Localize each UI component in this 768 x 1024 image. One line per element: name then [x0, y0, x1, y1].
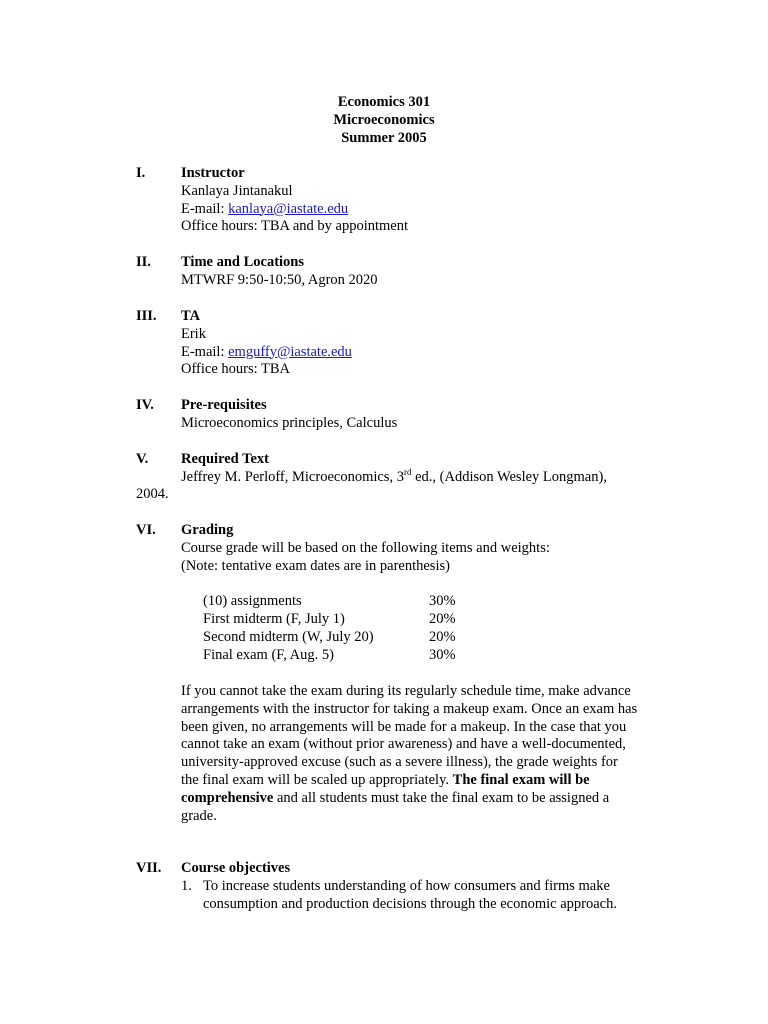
- email-label: E-mail:: [181, 200, 229, 217]
- section-required-text: [181, 451, 651, 487]
- section-heading-grading: Grading: [181, 522, 234, 538]
- grade-row: [203, 611, 456, 629]
- grade-item: Final exam (F, Aug. 5): [203, 647, 334, 663]
- paragraph-text: the final exam will be scaled up appropriately.: [181, 771, 453, 788]
- section-number-objectives: VII.: [136, 860, 162, 876]
- paragraph-line: [181, 790, 661, 808]
- section-heading-time: Time and Locations: [181, 254, 305, 270]
- textbook-citation: [181, 466, 651, 487]
- paragraph-text: and all students must take the final exam to be assigned a: [273, 789, 610, 806]
- paragraph-line: been given, no arrangements will be made for a makeup. In the case that you: [181, 718, 627, 735]
- ta-office-hours: Office hours: TBA: [181, 361, 291, 378]
- section-time: [181, 254, 651, 290]
- prereq-text: Microeconomics principles, Calculus: [181, 414, 398, 431]
- course-name: Microeconomics: [333, 111, 435, 128]
- grade-row: [203, 593, 456, 611]
- grading-intro-2: (Note: tentative exam dates are in parenthesis): [181, 557, 450, 574]
- instructor-name: Kanlaya Jintanakul: [181, 182, 293, 199]
- course-code: Economics 301: [337, 94, 431, 110]
- grade-weight: 20%: [429, 611, 456, 627]
- section-ta: [181, 308, 651, 379]
- instructor-office-hours: Office hours: TBA and by appointment: [181, 218, 409, 235]
- objective-item: [181, 878, 661, 914]
- paragraph-line: If you cannot take the exam during its regularly schedule time, make advance: [181, 683, 631, 699]
- section-number-instructor: I.: [136, 165, 146, 181]
- course-term: Summer 2005: [341, 129, 427, 146]
- paragraph-line: arrangements with the instructor for taking a makeup exam. Once an exam has: [181, 700, 638, 717]
- makeup-exam-paragraph: [181, 683, 661, 825]
- paragraph-line: cannot take an exam (without prior awareness) and have a well-documented,: [181, 736, 626, 753]
- grade-weight: 20%: [429, 629, 456, 645]
- textbook-year: 2004.: [136, 486, 169, 502]
- grade-item: First midterm (F, July 1): [203, 611, 345, 627]
- paragraph-line: grade.: [181, 807, 217, 824]
- instructor-email-line: [181, 201, 651, 219]
- objective-text-line: consumption and production decisions through the economic approach.: [203, 896, 617, 912]
- citation-part: Jeffrey M. Perloff, Microeconomics, 3: [181, 468, 404, 485]
- section-number-ta: III.: [136, 308, 157, 324]
- paragraph-emphasis: comprehensive: [181, 789, 274, 806]
- section-heading-ta: TA: [181, 308, 201, 324]
- grade-row: [203, 629, 456, 647]
- ta-name: Erik: [181, 325, 206, 342]
- section-grading: [181, 522, 651, 575]
- section-prereq: [181, 397, 651, 433]
- time-location-text: MTWRF 9:50-10:50, Agron 2020: [181, 271, 378, 288]
- section-number-text: V.: [136, 451, 149, 467]
- section-heading-prereq: Pre-requisites: [181, 397, 267, 413]
- section-number-grading: VI.: [136, 522, 156, 538]
- paragraph-line: [181, 772, 661, 790]
- grade-item: (10) assignments: [203, 593, 302, 609]
- paragraph-line: university-approved excuse (such as a severe illness), the grade weights for: [181, 754, 618, 771]
- ta-email-line: [181, 344, 651, 362]
- section-heading-text: Required Text: [181, 451, 269, 467]
- instructor-email-link[interactable]: kanlaya@iastate.edu: [228, 200, 349, 217]
- grade-row: [203, 647, 456, 665]
- citation-part: ed., (Addison Wesley Longman),: [411, 468, 607, 485]
- grade-weight: 30%: [429, 647, 456, 663]
- section-number-prereq: IV.: [136, 397, 154, 413]
- objective-number: 1.: [181, 878, 192, 894]
- edition-superscript: rd: [403, 466, 412, 477]
- objective-text-line: To increase students understanding of how consumers and firms make: [203, 878, 610, 894]
- course-title-block: [0, 94, 768, 147]
- section-number-time: II.: [136, 254, 151, 270]
- grade-item: Second midterm (W, July 20): [203, 629, 374, 645]
- email-label: E-mail:: [181, 343, 229, 360]
- section-heading-instructor: Instructor: [181, 165, 245, 181]
- grade-weight: 30%: [429, 593, 456, 609]
- ta-email-link[interactable]: emguffy@iastate.edu: [228, 343, 352, 360]
- paragraph-emphasis: The final exam will be: [452, 771, 590, 788]
- grading-intro-1: Course grade will be based on the following items and weights:: [181, 539, 550, 556]
- section-heading-objectives: Course objectives: [181, 860, 291, 876]
- section-objectives: [181, 860, 651, 878]
- section-instructor: [181, 165, 651, 236]
